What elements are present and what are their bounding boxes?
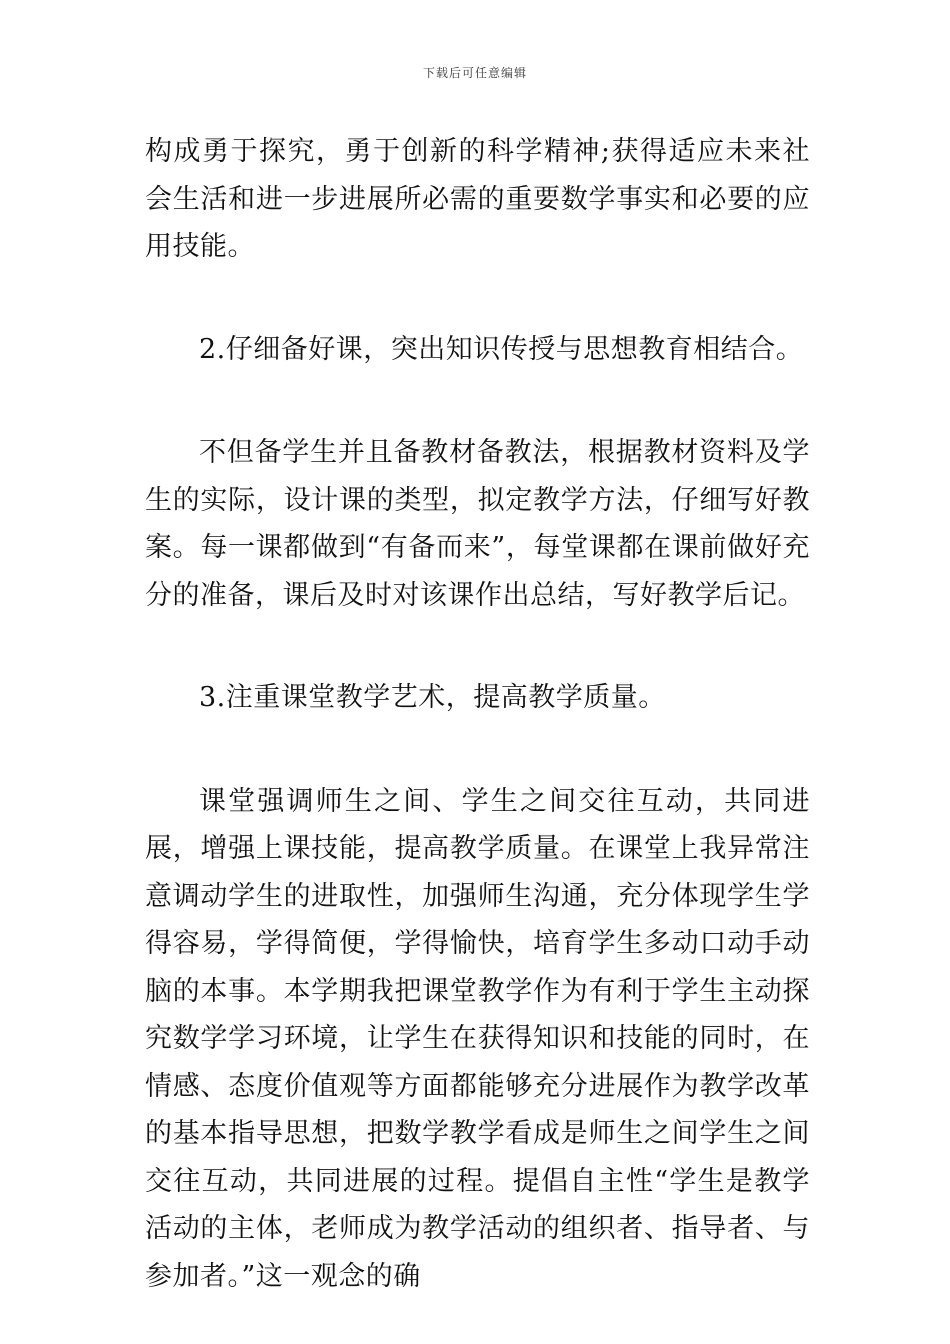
paragraph-lesson-preparation: 不但备学生并且备教材备教法，根据教材资料及学生的实际，设计课的类型，拟定教学方法，仔细写好教案。每一课都做到“有备而来”，每堂课都在课前做好充分的准备，课后及时对该课作出总结，写好教学后记。 xyxy=(145,437,810,611)
section-heading-2: 2.仔细备好课，突出知识传授与思想教育相结合。 xyxy=(199,333,804,365)
document-body xyxy=(145,128,810,1300)
paragraph-classroom-teaching: 课堂强调师生之间、学生之间交往互动，共同进展，增强上课技能，提高教学质量。在课堂上我异常注意调动学生的进取性，加强师生沟通，充分体现学生学得容易，学得简便，学得愉快，培育学生多动口动手动脑的本事。本学期我把课堂教学作为有利于学生主动探究数学学习环境，让学生在获得知识和技能的同时，在情感、态度价值观等方面都能够充分进展作为教学改革的基本指导思想，把数学教学看成是师生之间学生之间交往互动，共同进展的过程。提倡自主性“学生是教学活动的主体，老师成为教学活动的组织者、指导者、与参加者。”这一观念的确 xyxy=(145,785,810,1292)
paragraph-continuation: 构成勇于探究，勇于创新的科学精神;获得适应未来社会生活和进一步进展所必需的重要数学事实和必要的应用技能。 xyxy=(145,136,810,262)
section-heading-3: 3.注重课堂教学艺术，提高教学质量。 xyxy=(199,682,666,713)
page-header-note: 下载后可任意编辑 xyxy=(422,66,527,80)
